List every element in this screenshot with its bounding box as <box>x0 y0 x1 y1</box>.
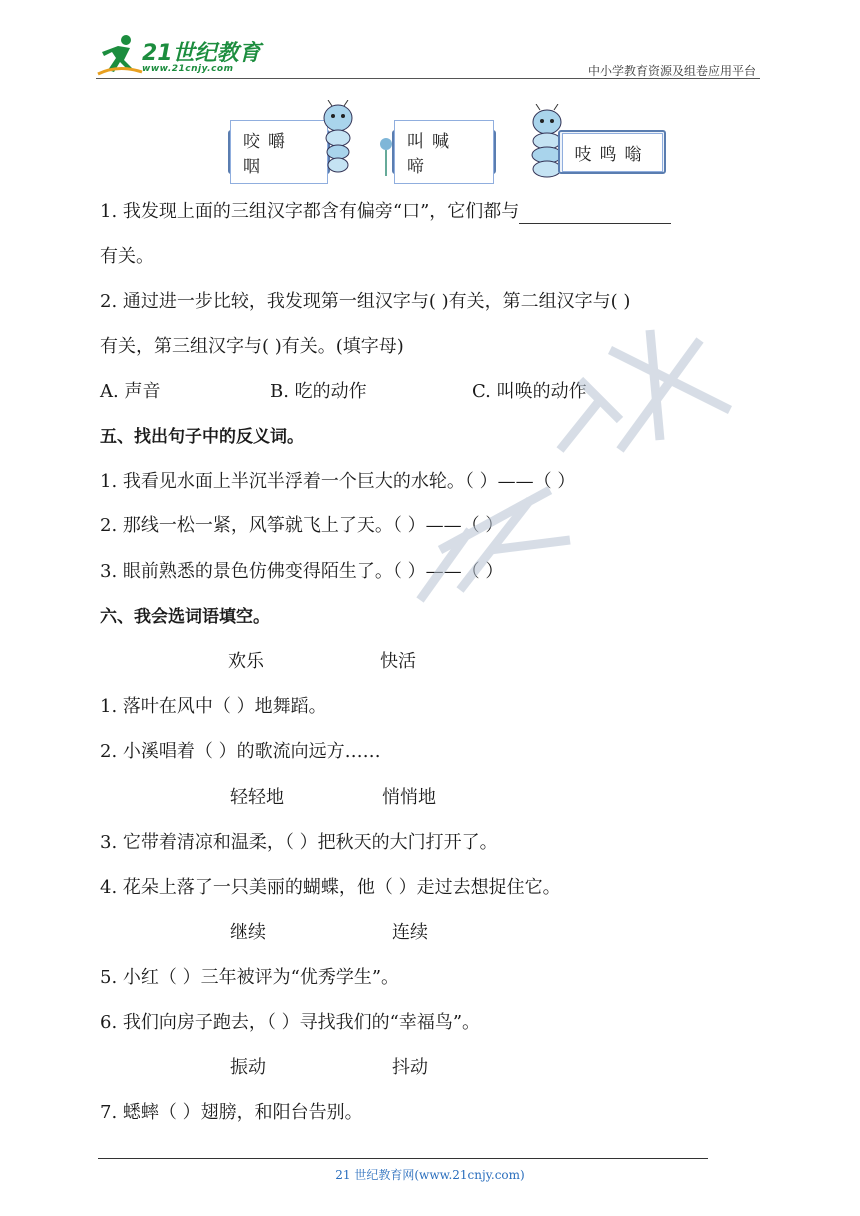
fill-item-7: 7. 蟋蟀（ ）翅膀，和阳台告别。 <box>100 1102 363 1123</box>
word-choice: 振动 <box>230 1057 266 1078</box>
header-divider <box>96 78 760 79</box>
sign-group-3 <box>558 130 666 174</box>
sign-label-1: 咬嚼咽 <box>230 120 328 184</box>
sign-label-2: 叫喊啼 <box>394 120 494 184</box>
fill-item-5: 5. 小红（ ）三年被评为“优秀学生”。 <box>100 967 400 988</box>
section6-title: 六、我会选词语填空。 <box>100 607 270 627</box>
word-choice: 连续 <box>392 922 428 943</box>
sign-group-2 <box>392 130 496 177</box>
word-choice: 继续 <box>230 922 266 943</box>
fill-item-4: 4. 花朵上落了一只美丽的蝴蝶，他（ ）走过去想捉住它。 <box>100 877 561 898</box>
site-logo <box>96 34 266 80</box>
sign-label-3: 吱鸣嗡 <box>562 133 663 172</box>
caterpillar-icon <box>314 100 364 178</box>
word-choice: 快活 <box>380 651 416 672</box>
fill-item-2: 2. 小溪唱着（ ）的歌流向远方…… <box>100 741 381 762</box>
fill-item-3: 3. 它带着清凉和温柔，（ ）把秋天的大门打开了。 <box>100 832 498 853</box>
word-choice: 轻轻地 <box>230 787 284 808</box>
option-a: A. 声音 <box>100 381 161 402</box>
fill-item-6: 6. 我们向房子跑去，（ ）寻找我们的“幸福鸟”。 <box>100 1012 481 1033</box>
antonym-item-3: 3. 眼前熟悉的景色仿佛变得陌生了。（ ）——（ ） <box>100 561 504 582</box>
footer-text: 21 世纪教育网(www.21cnjy.com) <box>335 1168 525 1182</box>
q1-line1 <box>100 200 671 224</box>
word-choice: 欢乐 <box>228 651 264 672</box>
antonym-item-2: 2. 那线一松一紧，风筝就飞上了天。（ ）——（ ） <box>100 515 504 536</box>
q1-text: 1. 我发现上面的三组汉字都含有偏旁“口”，它们都与 <box>100 201 520 222</box>
runner-logo-icon <box>96 34 144 78</box>
q2-line1: 2. 通过进一步比较，我发现第一组汉字与( )有关，第二组汉字与( ) <box>100 291 631 312</box>
section5-title: 五、找出句子中的反义词。 <box>100 427 304 447</box>
character-illustration <box>228 100 668 180</box>
option-b: B. 吃的动作 <box>270 381 367 402</box>
logo-text: 21世纪教育 <box>142 41 261 66</box>
word-choice: 悄悄地 <box>382 787 436 808</box>
answer-blank[interactable] <box>519 203 671 224</box>
antonym-item-1: 1. 我看见水面上半沉半浮着一个巨大的水轮。（ ）——（ ） <box>100 471 576 492</box>
fill-item-1: 1. 落叶在风中（ ）地舞蹈。 <box>100 696 327 717</box>
footer-divider <box>98 1158 708 1159</box>
word-choice: 抖动 <box>392 1057 428 1078</box>
logo-url: www.21cnjy.com <box>142 64 234 74</box>
q2-line2: 有关，第三组汉字与( )有关。(填字母) <box>100 336 404 357</box>
q1-line2: 有关。 <box>100 246 154 267</box>
platform-title: 中小学教育资源及组卷应用平台 <box>587 64 756 78</box>
option-c: C. 叫唤的动作 <box>472 381 587 402</box>
